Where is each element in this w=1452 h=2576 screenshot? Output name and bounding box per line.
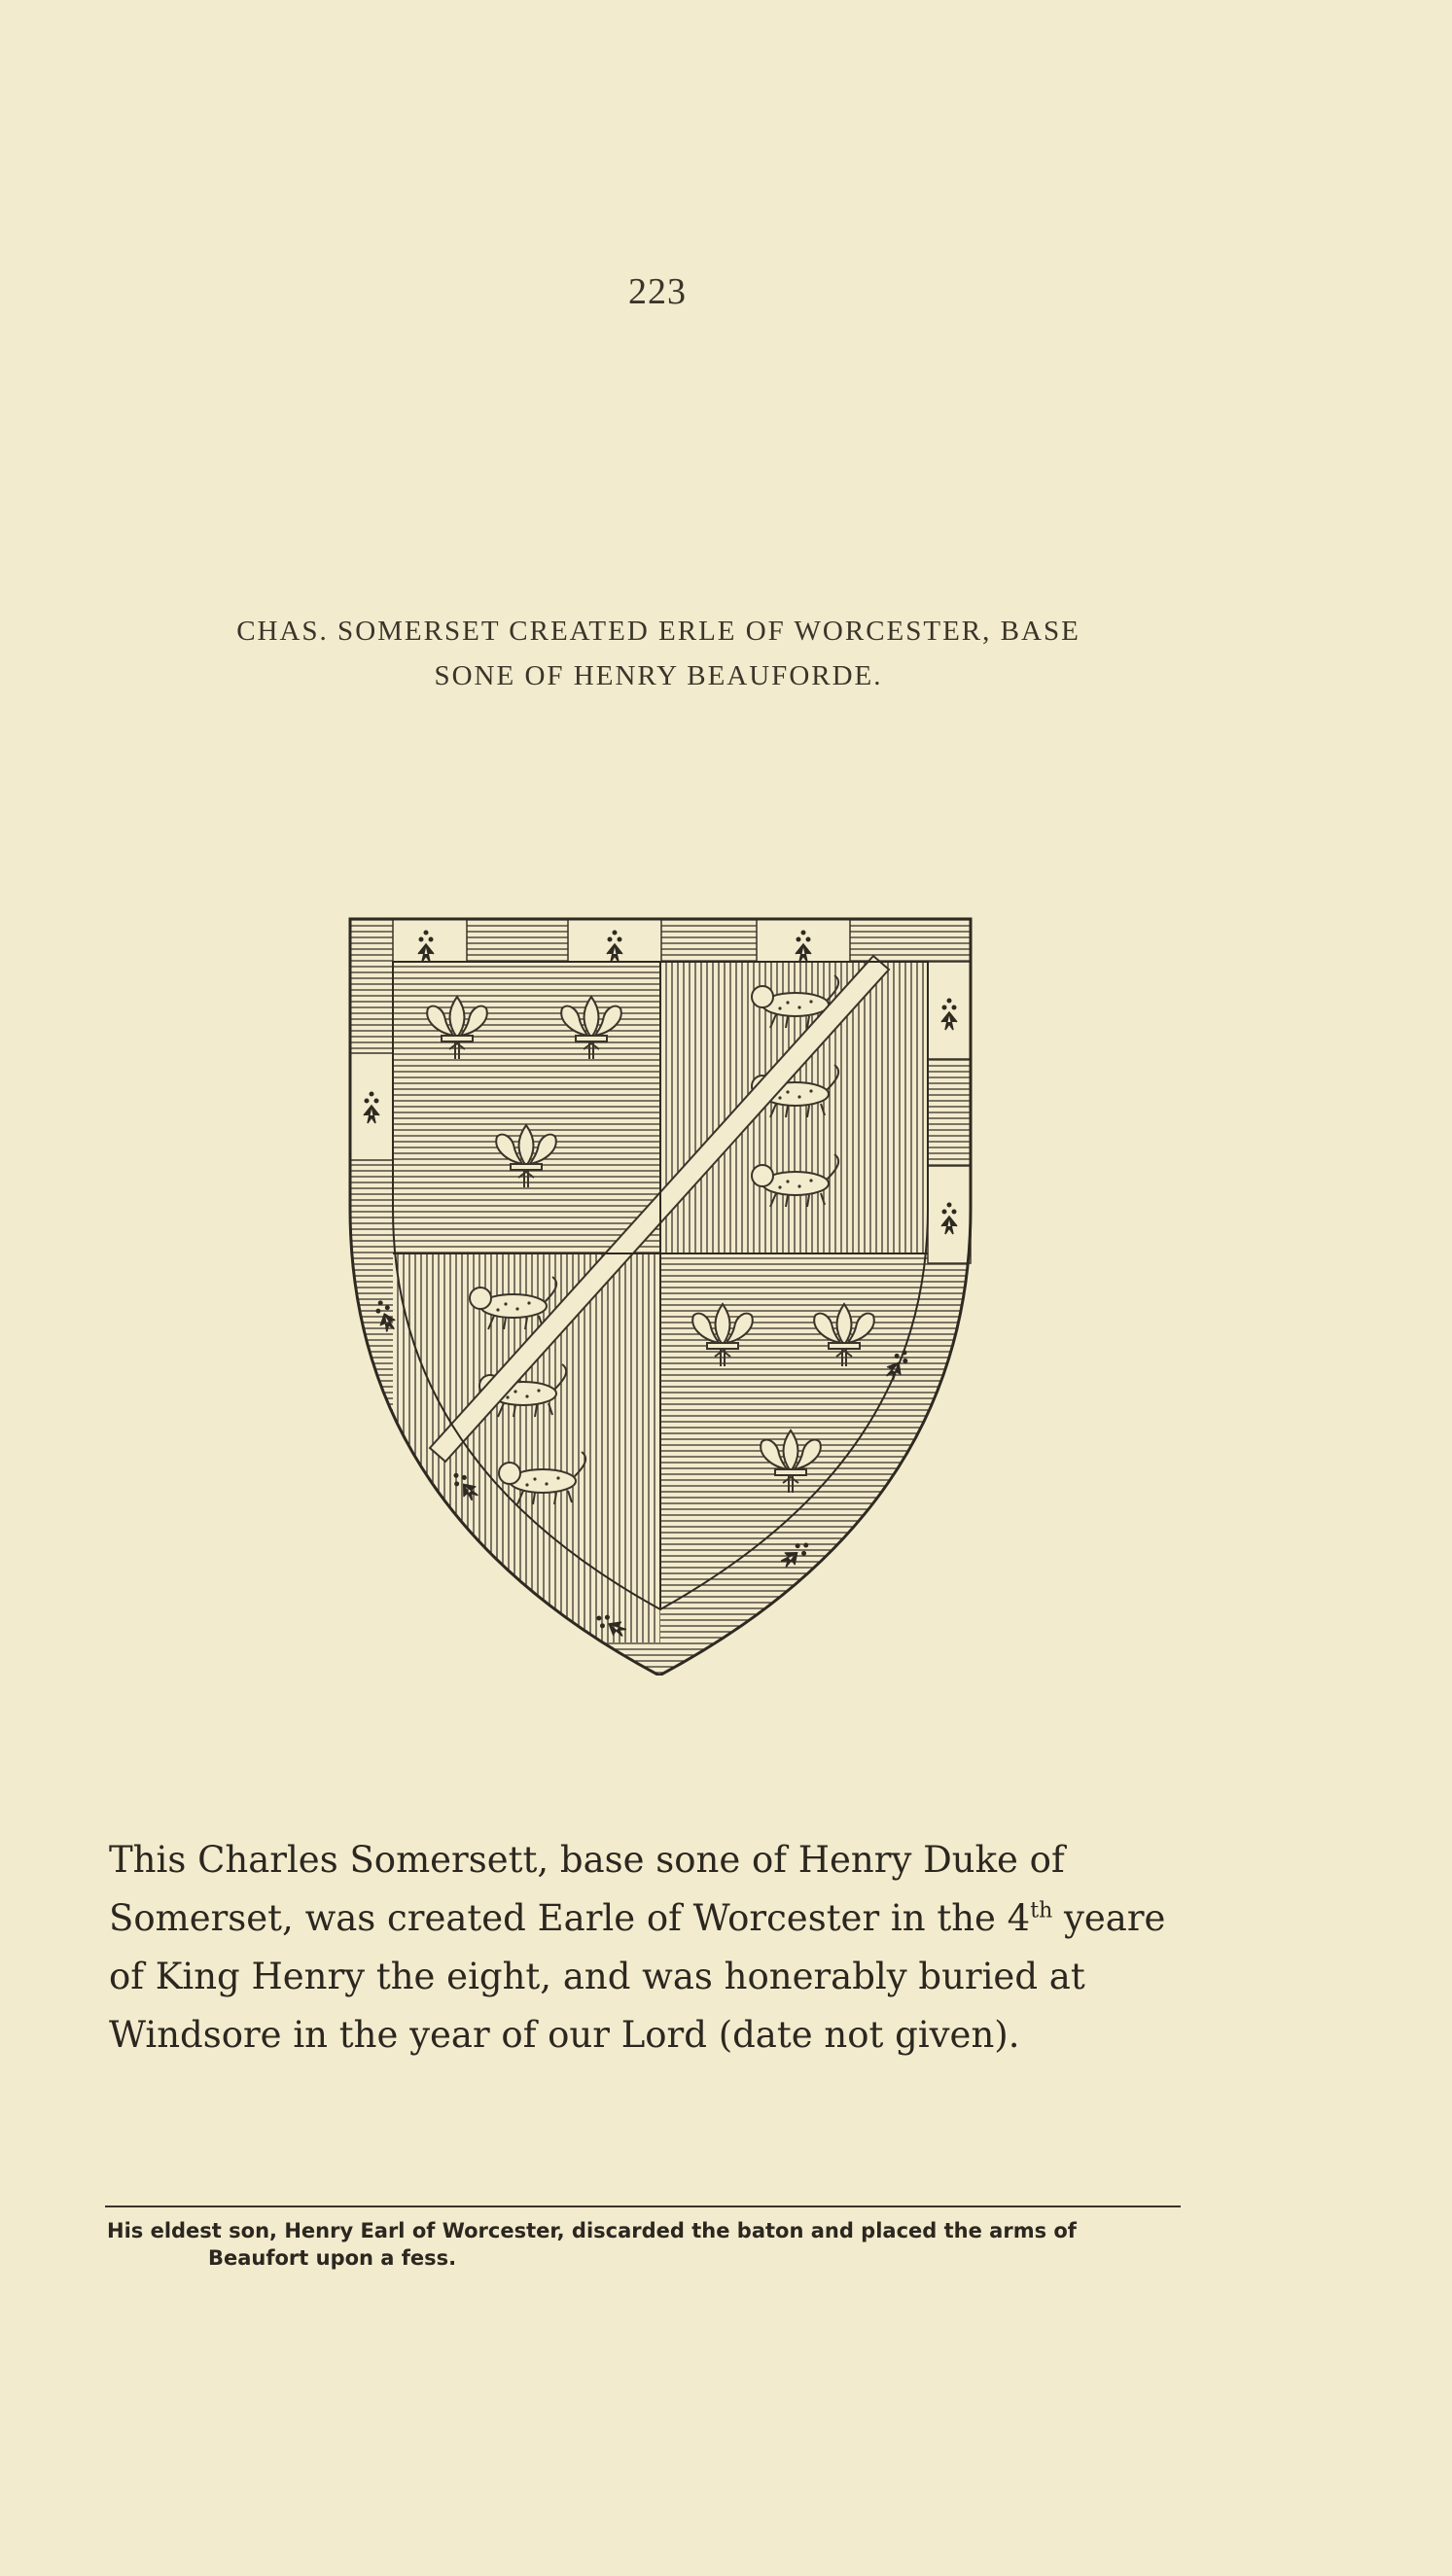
page-heading: [109, 609, 1208, 698]
page-number: 223: [628, 271, 687, 312]
footnote-divider: [105, 2205, 1181, 2207]
body-line-2-end: yeare: [1052, 1897, 1166, 1939]
footnote-line-2: Beaufort upon a fess.: [208, 2246, 457, 2270]
body-paragraph: [109, 1831, 1196, 2064]
body-line-2-text: Somerset, was created Earle of Worcester in the 4: [109, 1897, 1031, 1939]
heading-line-2: SONE OF HENRY BEAUFORDE.: [434, 660, 883, 691]
body-line-2: [109, 1889, 1196, 1948]
body-line-4: Windsore in the year of our Lord (date not given).: [109, 2014, 1020, 2056]
coat-of-arms-shield: [348, 917, 973, 1676]
footnote: [107, 2217, 1206, 2272]
ordinal-superscript: th: [1030, 1898, 1053, 1923]
footnote-line-1: His eldest son, Henry Earl of Worcester, discarded the baton and placed the arms of: [107, 2219, 1077, 2242]
body-line-3: of King Henry the eight, and was honerably buried at: [109, 1956, 1085, 1997]
body-line-1: This Charles Somersett, base sone of Henry Duke of: [109, 1839, 1065, 1881]
heading-line-1: CHAS. SOMERSET CREATED ERLE OF WORCESTER, BASE: [236, 616, 1080, 647]
